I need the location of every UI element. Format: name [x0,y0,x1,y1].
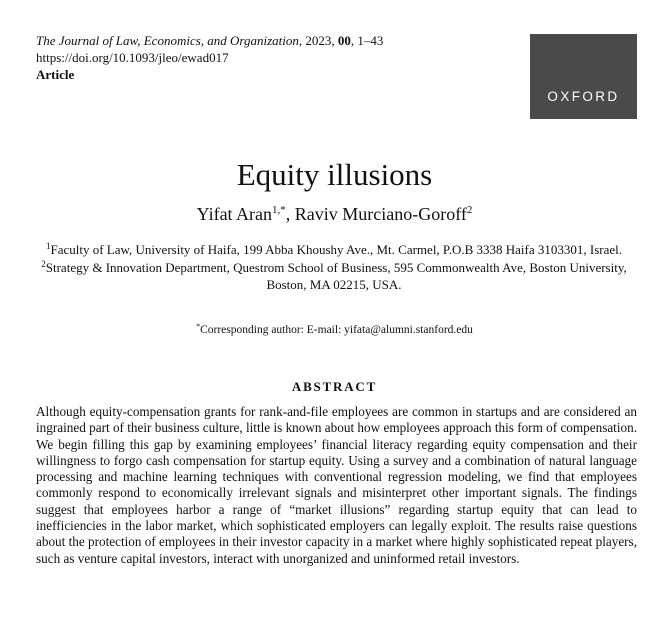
affiliation-mark: 1 [45,241,51,251]
abstract-text: Although equity-compensation grants for rank-and-file employees are common in startups and are considered an ingrained part of their business culture, little is known about how employees approach this form of compensation. We begin filling this gap by examining employees’ financial literacy regarding equity compensation and their willingness to forgo cash compensation for startup equity. Using a survey and a combination of natural language processing and machine learning techniques with conventional regression modeling, we find that employees commonly respond to economically irrelevant signals and misinterpret other important signals. The findings suggest that employees harbor a range of “market illusions” regarding startup equity that can lead to inefficiencies in the labor market, which sophisticated employers can legally exploit. The results raise questions about the protection of employees in their investor capacity in a market where highly sophisticated repeat players, such as venture capital investors, interact with unorganized and uninformed retail investors. [36,404,637,566]
corresponding-text[interactable]: Corresponding author: E-mail: yifata@alumni.stanford.edu [200,324,473,336]
doi-link[interactable]: https://doi.org/10.1093/jleo/ewad017 [36,50,229,65]
affiliation-list [40,241,628,293]
oxford-logo-text: OXFORD [547,89,620,104]
affiliation-item [40,241,628,258]
author-separator: , [285,204,295,224]
journal-citation [36,32,506,49]
corresponding-author [0,323,669,338]
affiliation-mark: 2 [41,259,46,269]
corresponding-mark: * [196,322,201,331]
author-affiliation-mark: 2 [466,204,473,216]
affiliation-text: Strategy & Innovation Department, Questrom School of Business, 595 Commonwealth Ave, Boston University, Boston, MA 02215, USA. [45,260,627,292]
article-type-label: Article [36,67,75,82]
affiliation-text: Faculty of Law, University of Haifa, 199 Abba Khoushy Ave., Mt. Carmel, P.O.B 3338 Haifa 3103301, Israel. [50,242,623,257]
author-list [0,202,669,226]
affiliation-item [40,259,628,293]
journal-year: , 2023, [298,33,338,48]
author-name: Yifat Aran [196,204,273,224]
author-name: Raviv Murciano-Goroff [294,204,467,224]
oxford-logo [530,34,637,119]
abstract-heading: ABSTRACT [291,379,378,394]
journal-volume: 00 [337,33,351,48]
paper-title: Equity illusions [236,157,433,192]
journal-pages: , 1–43 [350,33,384,48]
journal-name: The Journal of Law, Economics, and Organization [36,33,299,48]
article-header [36,32,506,83]
author-affiliation-mark: 1,* [272,204,286,216]
